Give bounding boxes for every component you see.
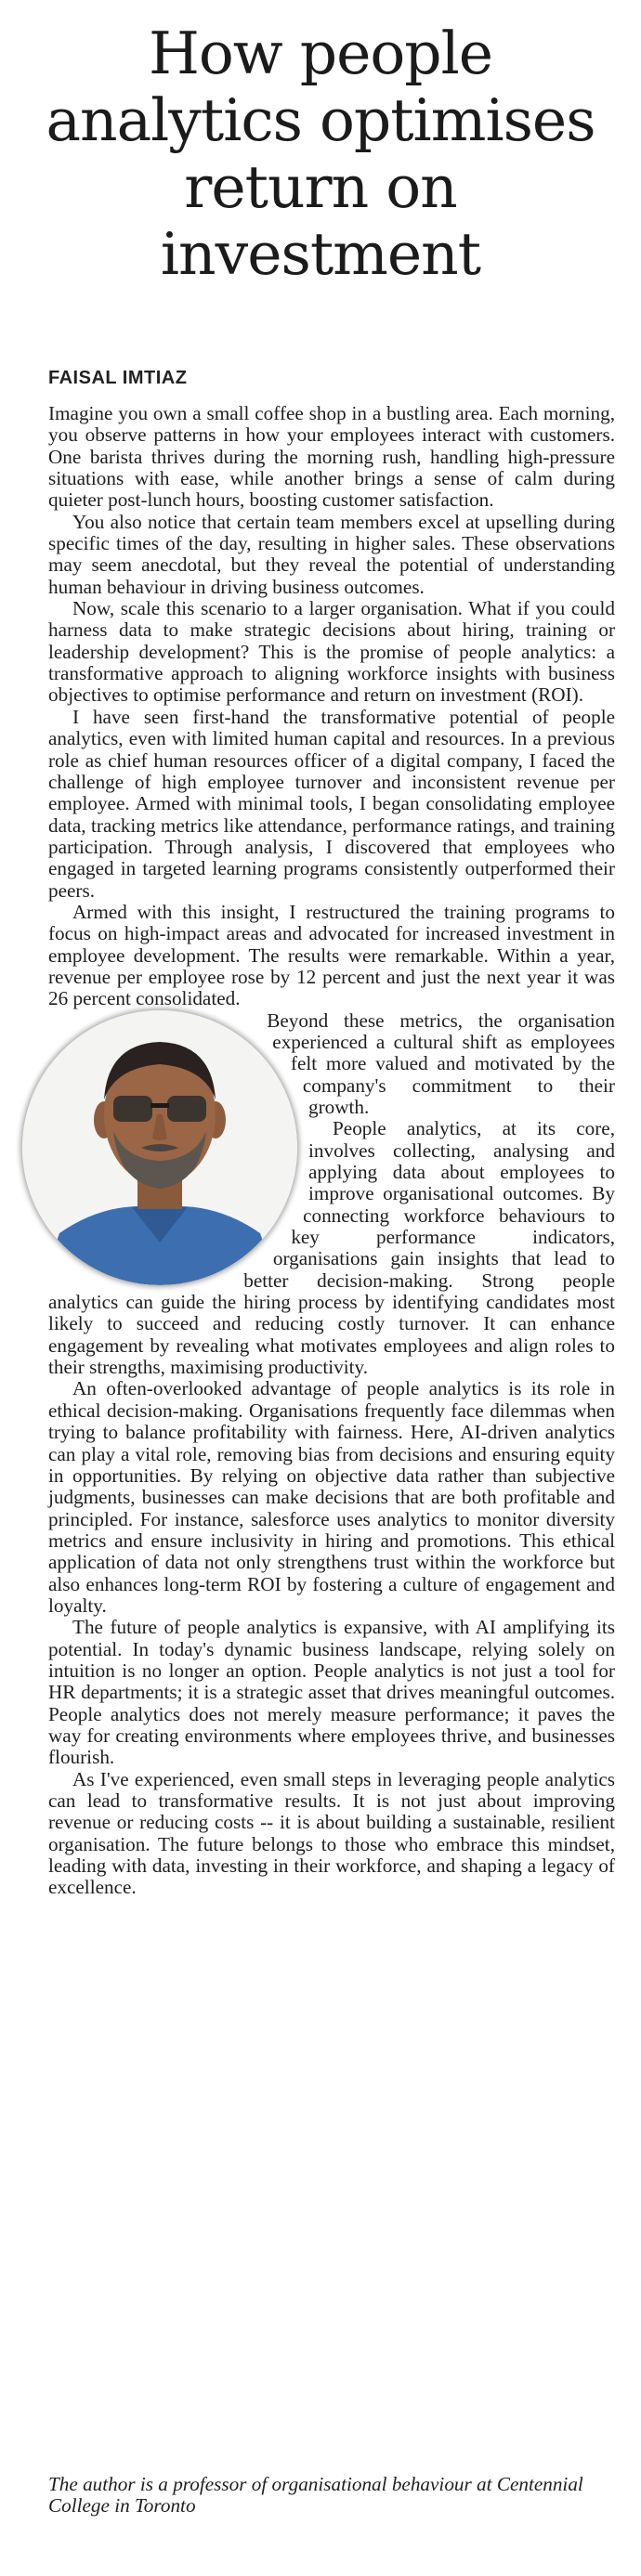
article-body: [48, 403, 615, 1899]
paragraph-6: Beyond these metrics, the organisation experienced a cultural shift as employees felt more valued and motivated by the company's commitment to their growth.: [267, 1008, 615, 1118]
author-note: The author is a professor of organisational behaviour at Centennial College in Toronto: [48, 2473, 583, 2517]
author-photo: [22, 1010, 297, 1285]
paragraph-8: An often-overlooked advantage of people analytics is its role in ethical decision-making. Organisations frequently face dilemmas when trying to balance profitability with fairness. Here, AI-driven analytics can play a vital role, removing bias from decisions and ensuring equity in opportunities. By relying on objective data rather than subjective judgments, businesses can make decisions that are both profitable and principled. For instance, salesforce uses analytics to monitor diversity metrics and ensure inclusivity in hiring and promotions. This ethical application of data not only strengthens trust within the workforce but also enhances long-term ROI by fostering a culture of engagement and loyalty.: [48, 1377, 615, 1617]
author-photo-wrapper: [22, 1010, 297, 1285]
paragraph-5: Armed with this insight, I restructured the training programs to focus on high-impact areas and advocated for increased investment in employee development. The results were remarkable. Within a year, revenue per employee rose by 12 percent and just the next year it was 26 percent consolidated.: [48, 900, 615, 1010]
paragraph-7: People analytics, at its core, involves collecting, analysing and applying data about employees to improve organisational outcomes. By connecting workforce behaviours to key performance indicators, organisations gain insights that lead to better decision-making. Strong people analytics can guide the hiring process by identifying candidates most likely to succeed and reducing costly turnover. It can enhance engagement by revealing what motivates employees and align roles to their strengths, maximising productivity.: [48, 1117, 615, 1379]
paragraph-10: As I've experienced, even small steps in leveraging people analytics can lead to transformative results. It is not just about improving revenue or reducing costs -- it is about building a sustainable, resilient organisation. The future belongs to those who embrace this mindset, leading with data, investing in their workforce, and shaping a legacy of excellence.: [48, 1767, 615, 1899]
paragraph-1: Imagine you own a small coffee shop in a bustling area. Each morning, you observe patterns in how your employees interact with customers. One barista thrives during the morning rush, handling high-pressure situations with ease, while another brings a sense of calm during quieter post-lunch hours, boosting customer satisfaction.: [48, 402, 615, 512]
paragraph-4: I have seen first-hand the transformative potential of people analytics, even with limited human capital and resources. In a previous role as chief human resources officer of a digital company, I faced the challenge of high employee turnover and inconsistent revenue per employee. Armed with minimal tools, I began consolidating employee data, tracking metrics like attendance, performance ratings, and training participation. Through analysis, I discovered that employees who engaged in targeted learning programs consistently outperformed their peers.: [48, 705, 615, 902]
author-portrait-illustration: [22, 1010, 297, 1285]
headline: How people analytics optimises return on investment: [46, 20, 595, 288]
paragraph-2: You also notice that certain team members excel at upselling during specific times of the day, resulting in higher sales. These observations may seem anecdotal, but they reveal the potential of understanding human behaviour in driving business outcomes.: [48, 510, 615, 598]
paragraph-3: Now, scale this scenario to a larger organisation. What if you could harness data to make strategic decisions about hiring, training or leadership development? This is the promise of people analytics: a transformative approach to aligning workforce insights with business objectives to optimise performance and return on investment (ROI).: [48, 597, 615, 707]
byline: FAISAL IMTIAZ: [48, 368, 188, 388]
paragraph-9: The future of people analytics is expansive, with AI amplifying its potential. In today's dynamic business landscape, relying solely on intuition is no longer an option. People analytics is not just a tool for HR departments; it is a strategic asset that drives meaningful outcomes. People analytics does not merely measure performance; it paves the way for creating environments where employees thrive, and businesses flourish.: [48, 1616, 615, 1769]
